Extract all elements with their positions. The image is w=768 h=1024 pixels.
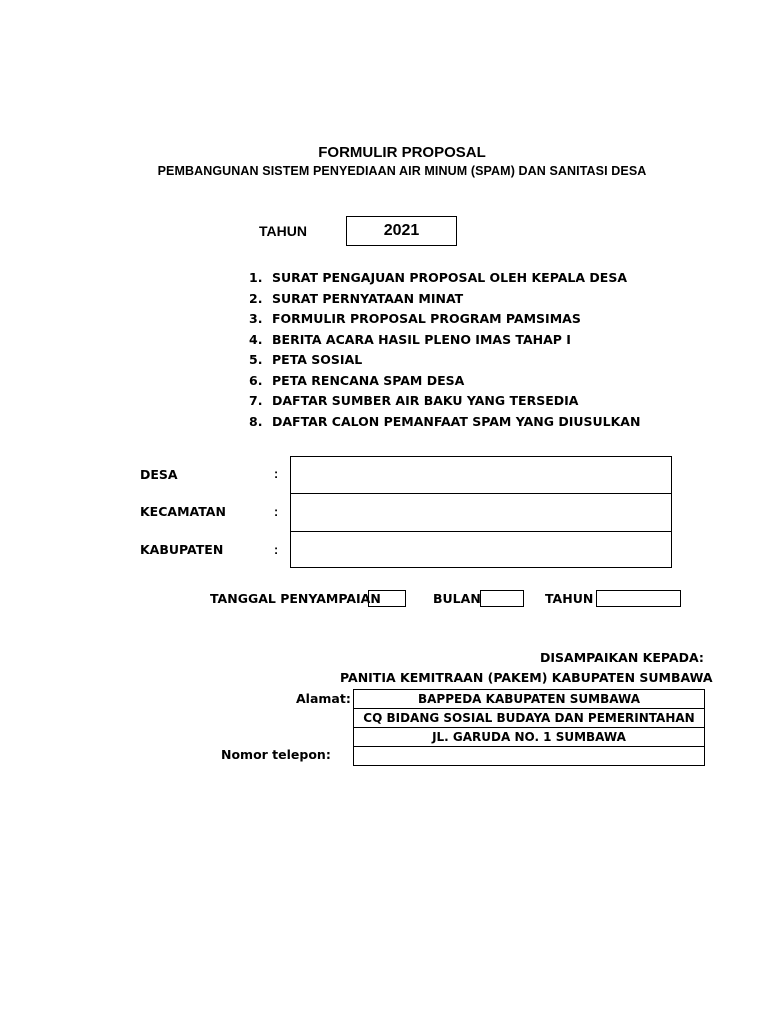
desa-colon: : bbox=[274, 467, 279, 481]
desa-field[interactable] bbox=[290, 456, 672, 494]
tahun-date-label: TAHUN bbox=[545, 591, 594, 606]
list-item-number: 4. bbox=[249, 331, 263, 347]
list-item-number: 8. bbox=[249, 413, 263, 429]
list-item bbox=[249, 268, 640, 289]
address-line-2: CQ BIDANG SOSIAL BUDAYA DAN PEMERINTAHAN bbox=[354, 709, 705, 728]
tanggal-field[interactable] bbox=[368, 590, 406, 607]
year-value: 2021 bbox=[383, 222, 420, 239]
document-list bbox=[249, 268, 640, 432]
list-item-text: SURAT PERNYATAAN MINAT bbox=[272, 290, 464, 306]
tahun-date-field[interactable] bbox=[596, 590, 681, 607]
list-item-text: DAFTAR SUMBER AIR BAKU YANG TERSEDIA bbox=[272, 393, 579, 408]
kabupaten-label: KABUPATEN bbox=[140, 542, 224, 557]
list-item bbox=[249, 371, 640, 392]
desa-label: DESA bbox=[140, 467, 178, 482]
list-item-number: 3. bbox=[249, 311, 263, 326]
address-label: Alamat: bbox=[296, 691, 351, 706]
kecamatan-field[interactable] bbox=[290, 493, 672, 532]
phone-field[interactable] bbox=[354, 747, 705, 766]
list-item bbox=[249, 350, 640, 371]
table-row bbox=[354, 747, 705, 766]
bulan-label: BULAN bbox=[433, 591, 481, 606]
table-row bbox=[354, 709, 705, 728]
kabupaten-colon: : bbox=[274, 543, 279, 557]
table-row bbox=[354, 728, 705, 747]
kabupaten-field[interactable] bbox=[290, 531, 672, 568]
recipient-name: PANITIA KEMITRAAN (PAKEM) KABUPATEN SUMBAWA bbox=[340, 670, 713, 685]
list-item bbox=[249, 412, 640, 433]
address-table bbox=[353, 689, 705, 766]
list-item-text: PETA RENCANA SPAM DESA bbox=[272, 372, 465, 388]
list-item-number: 6. bbox=[249, 372, 263, 388]
list-item-number: 2. bbox=[249, 290, 263, 306]
list-item bbox=[249, 289, 640, 310]
year-label: TAHUN bbox=[259, 223, 307, 239]
phone-label: Nomor telepon: bbox=[221, 747, 331, 762]
list-item-text: BERITA ACARA HASIL PLENO IMAS TAHAP I bbox=[272, 331, 571, 347]
kecamatan-colon: : bbox=[274, 505, 279, 519]
tanggal-label: TANGGAL PENYAMPAIAN bbox=[210, 591, 381, 606]
list-item bbox=[249, 330, 640, 351]
list-item-text: FORMULIR PROPOSAL PROGRAM PAMSIMAS bbox=[272, 311, 581, 326]
list-item-number: 5. bbox=[249, 352, 263, 367]
list-item-number: 1. bbox=[249, 270, 263, 285]
form-title: FORMULIR PROPOSAL bbox=[318, 144, 486, 161]
year-field[interactable] bbox=[346, 216, 457, 246]
form-subtitle: PEMBANGUNAN SISTEM PENYEDIAAN AIR MINUM (SPAM) DAN SANITASI DESA bbox=[157, 164, 647, 178]
list-item-text: DAFTAR CALON PEMANFAAT SPAM YANG DIUSULKAN bbox=[272, 413, 641, 429]
list-item bbox=[249, 309, 640, 330]
list-item bbox=[249, 391, 640, 412]
bulan-field[interactable] bbox=[480, 590, 524, 607]
address-line-1: BAPPEDA KABUPATEN SUMBAWA bbox=[354, 690, 705, 709]
list-item-text: SURAT PENGAJUAN PROPOSAL OLEH KEPALA DESA bbox=[272, 270, 627, 285]
recipient-heading: DISAMPAIKAN KEPADA: bbox=[540, 650, 704, 665]
address-line-3: JL. GARUDA NO. 1 SUMBAWA bbox=[354, 728, 705, 747]
table-row bbox=[354, 690, 705, 709]
list-item-number: 7. bbox=[249, 393, 263, 408]
list-item-text: PETA SOSIAL bbox=[272, 352, 363, 367]
kecamatan-label: KECAMATAN bbox=[140, 504, 226, 519]
